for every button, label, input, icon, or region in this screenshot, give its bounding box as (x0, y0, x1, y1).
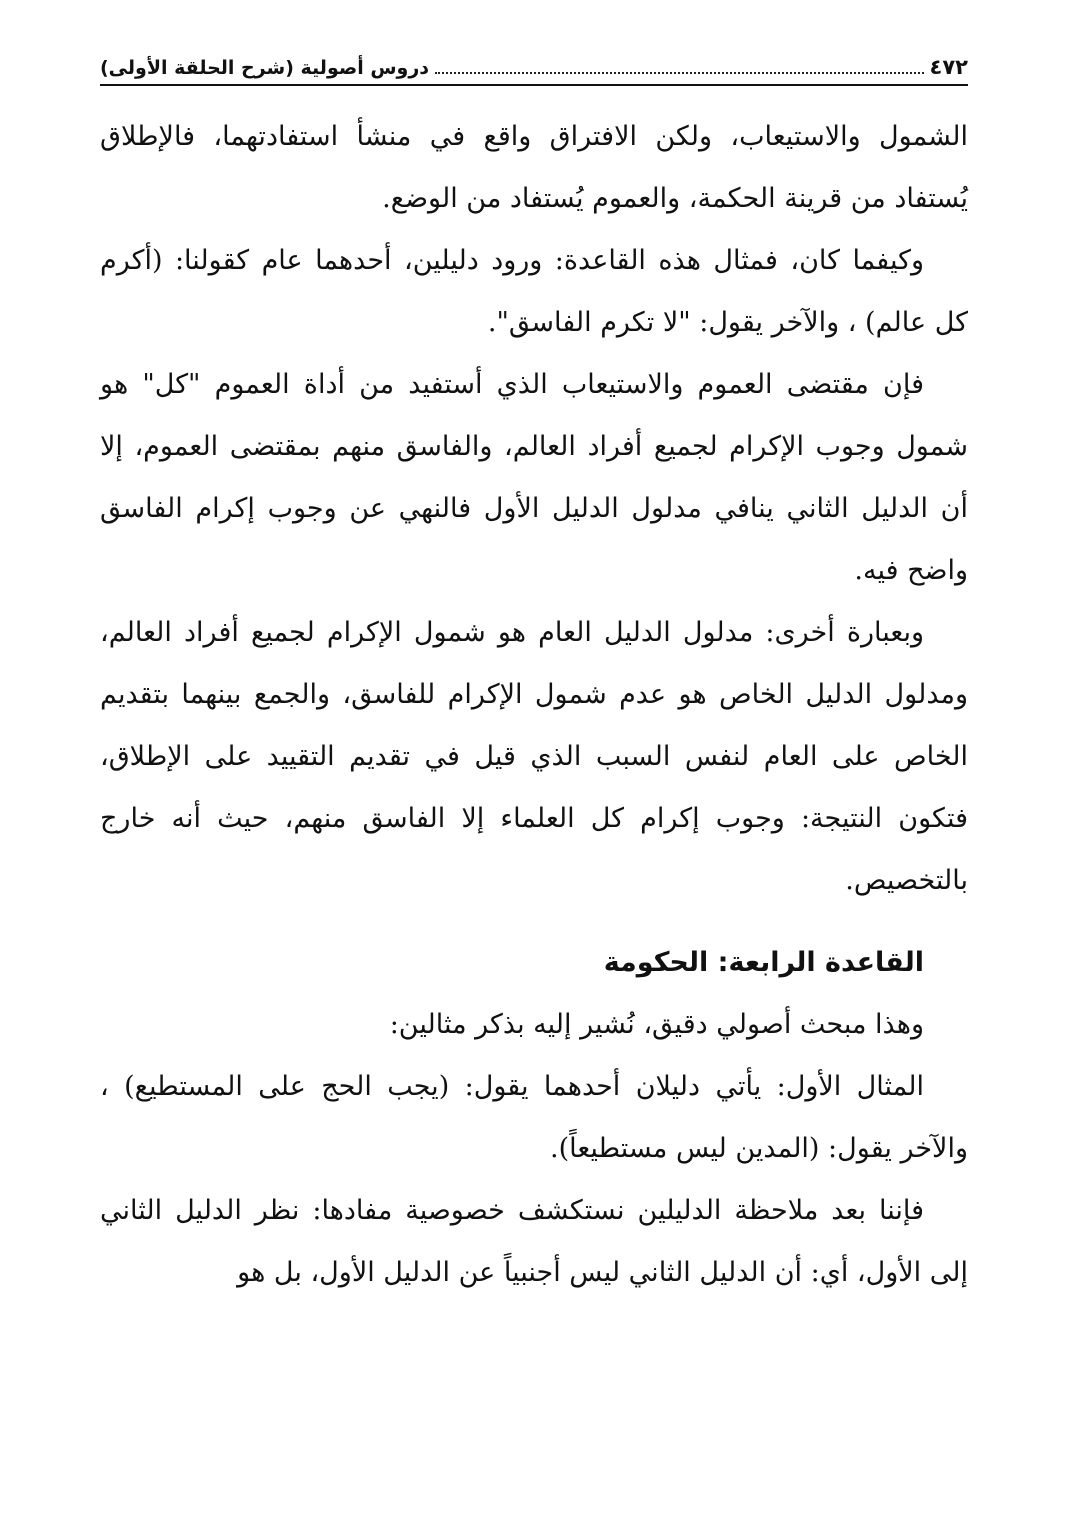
header-rule (100, 84, 968, 86)
paragraph: وكيفما كان، فمثال هذه القاعدة: ورود دليلين، أحدهما عام كقولنا: (أكرم كل عالم) ، والآخر يقول: "لا تكرم الفاسق". (100, 245, 968, 338)
paragraph: فإننا بعد ملاحظة الدليلين نستكشف خصوصية مفادها: نظر الدليل الثاني إلى الأول، أي: أن الدليل الثاني ليس أجنبياً عن الدليل الأول، بل هو (100, 1195, 968, 1288)
paragraph: فإن مقتضى العموم والاستيعاب الذي أستفيد من أداة العموم "كل" هو شمول وجوب الإكرام لجميع أفراد العالم، والفاسق منهم بمقتضى العموم، إلا أن الدليل الثاني ينافي مدلول الدليل الأول فالنهي عن وجوب إكرام الفاسق واضح فيه. (100, 369, 968, 586)
paragraph: الشمول والاستيعاب، ولكن الافتراق واقع في منشأ استفادتهما، فالإطلاق يُستفاد من قرينة الحكمة، والعموم يُستفاد من الوضع. (100, 121, 968, 214)
header-leader-dots (435, 71, 923, 74)
section-heading: القاعدة الرابعة: الحكومة (603, 947, 924, 978)
page-number: ٤٧٢ (929, 55, 968, 79)
page-header (100, 38, 968, 78)
paragraph: وبعبارة أخرى: مدلول الدليل العام هو شمول الإكرام لجميع أفراد العالم، ومدلول الدليل الخاص هو عدم شمول الإكرام للفاسق، والجمع بينهما بتقديم الخاص على العام لنفس السبب الذي قيل في تقديم التقييد على الإطلاق، فتكون النتيجة: وجوب إكرام كل العلماء إلا الفاسق منهم، حيث أنه خارج بالتخصيص. (100, 617, 968, 896)
running-title: دروس أصولية (شرح الحلقة الأولى) (100, 57, 430, 79)
paragraph: المثال الأول: يأتي دليلان أحدهما يقول: (يجب الحج على المستطيع) ، والآخر يقول: (المدين ليس مستطيعاً). (100, 1071, 968, 1164)
body-text (100, 106, 968, 1304)
paragraph: وهذا مبحث أصولي دقيق، نُشير إليه بذكر مثالين: (389, 1009, 924, 1040)
